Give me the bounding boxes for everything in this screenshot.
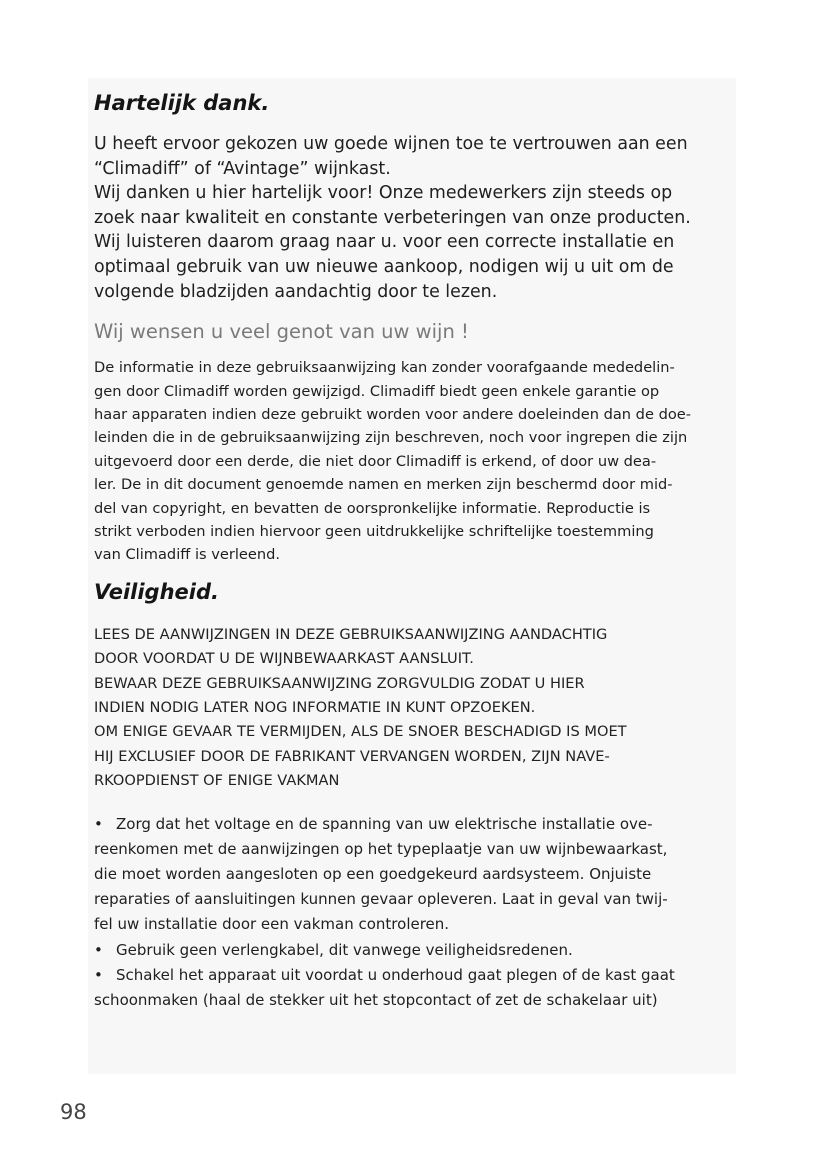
bullet-line: schoonmaken (haal de stekker uit het stopcontact of zet de schakelaar uit) (94, 991, 658, 1010)
warning-line: LEES DE AANWIJZINGEN IN DEZE GEBRUIKSAANWIJZING AANDACHTIG (94, 625, 608, 643)
wish-line: Wij wensen u veel genot van uw wijn ! (94, 320, 469, 344)
bullet-symbol: • (94, 965, 103, 984)
bullet-line (94, 938, 734, 963)
intro-line: Wij luisteren daarom graag naar u. voor een correcte installatie en (94, 232, 675, 253)
warning-line: DOOR VOORDAT U DE WIJNBEWAARKAST AANSLUIT. (94, 650, 474, 668)
bullet-text: Zorg dat het voltage en de spanning van uw elektrische installatie ove- (116, 814, 653, 833)
bullet-symbol: • (94, 814, 103, 833)
bullet-line (94, 963, 734, 988)
bullet-line: fel uw installatie door een vakman controleren. (94, 915, 450, 934)
disclaimer-line: uitgevoerd door een derde, die niet door Climadiff is erkend, of door uw dea- (94, 452, 657, 470)
page-number: 98 (60, 1100, 87, 1124)
disclaimer-paragraph (94, 356, 734, 567)
intro-paragraph (94, 132, 734, 304)
safety-warning-paragraph (94, 623, 734, 794)
bullet-line: reparaties of aansluitingen kunnen gevaar opleveren. Laat in geval van twij- (94, 890, 668, 909)
disclaimer-line: De informatie in deze gebruiksaanwijzing kan zonder voorafgaande mededelin- (94, 359, 675, 377)
bullet-symbol: • (94, 940, 103, 959)
intro-line: zoek naar kwaliteit en constante verbeteringen van onze producten. (94, 207, 691, 228)
disclaimer-line: del van copyright, en bevatten de oorspronkelijke informatie. Reproductie is (94, 499, 651, 517)
warning-line: HIJ EXCLUSIEF DOOR DE FABRIKANT VERVANGEN WORDEN, ZIJN NAVE- (94, 747, 610, 765)
bullet-text: Schakel het apparaat uit voordat u onderhoud gaat plegen of de kast gaat (116, 965, 675, 984)
warning-line: INDIEN NODIG LATER NOG INFORMATIE IN KUNT OPZOEKEN. (94, 699, 536, 717)
section-title-safety: Veiligheid. (94, 579, 219, 604)
disclaimer-line: ler. De in dit document genoemde namen en merken zijn beschermd door mid- (94, 476, 673, 494)
disclaimer-line: haar apparaten indien deze gebruikt worden voor andere doeleinden dan de doe- (94, 405, 692, 423)
warning-line: BEWAAR DEZE GEBRUIKSAANWIJZING ZORGVULDIG ZODAT U HIER (94, 674, 585, 692)
intro-line: volgende bladzijden aandachtig door te lezen. (94, 281, 498, 302)
bullet-line: reenkomen met de aanwijzingen op het typeplaatje van uw wijnbewaarkast, (94, 839, 668, 858)
disclaimer-line: van Climadiff is verleend. (94, 546, 281, 564)
bullet-text: Gebruik geen verlengkabel, dit vanwege veiligheidsredenen. (116, 940, 573, 959)
intro-line: optimaal gebruik van uw nieuwe aankoop, nodigen wij u uit om de (94, 256, 674, 277)
disclaimer-line: leinden die in de gebruiksaanwijzing zijn beschreven, noch voor ingrepen die zijn (94, 429, 688, 447)
bullet-line: die moet worden aangesloten op een goedgekeurd aardsysteem. Onjuiste (94, 865, 652, 884)
warning-line: RKOOPDIENST OF ENIGE VAKMAN (94, 772, 340, 790)
intro-line: “Climadiff” of “Avintage” wijnkast. (94, 158, 391, 179)
intro-line: U heeft ervoor gekozen uw goede wijnen toe te vertrouwen aan een (94, 134, 688, 154)
section-title-thanks: Hartelijk dank. (94, 91, 270, 115)
page-content (94, 88, 734, 1013)
warning-line: OM ENIGE GEVAAR TE VERMIJDEN, ALS DE SNOER BESCHADIGD IS MOET (94, 723, 627, 741)
intro-line: Wij danken u hier hartelijk voor! Onze medewerkers zijn steeds op (94, 183, 673, 204)
safety-bullet-list (94, 812, 734, 1014)
disclaimer-line: gen door Climadiff worden gewijzigd. Climadiff biedt geen enkele garantie op (94, 382, 660, 400)
bullet-line (94, 812, 734, 837)
disclaimer-line: strikt verboden indien hiervoor geen uitdrukkelijke schriftelijke toestemming (94, 523, 654, 540)
